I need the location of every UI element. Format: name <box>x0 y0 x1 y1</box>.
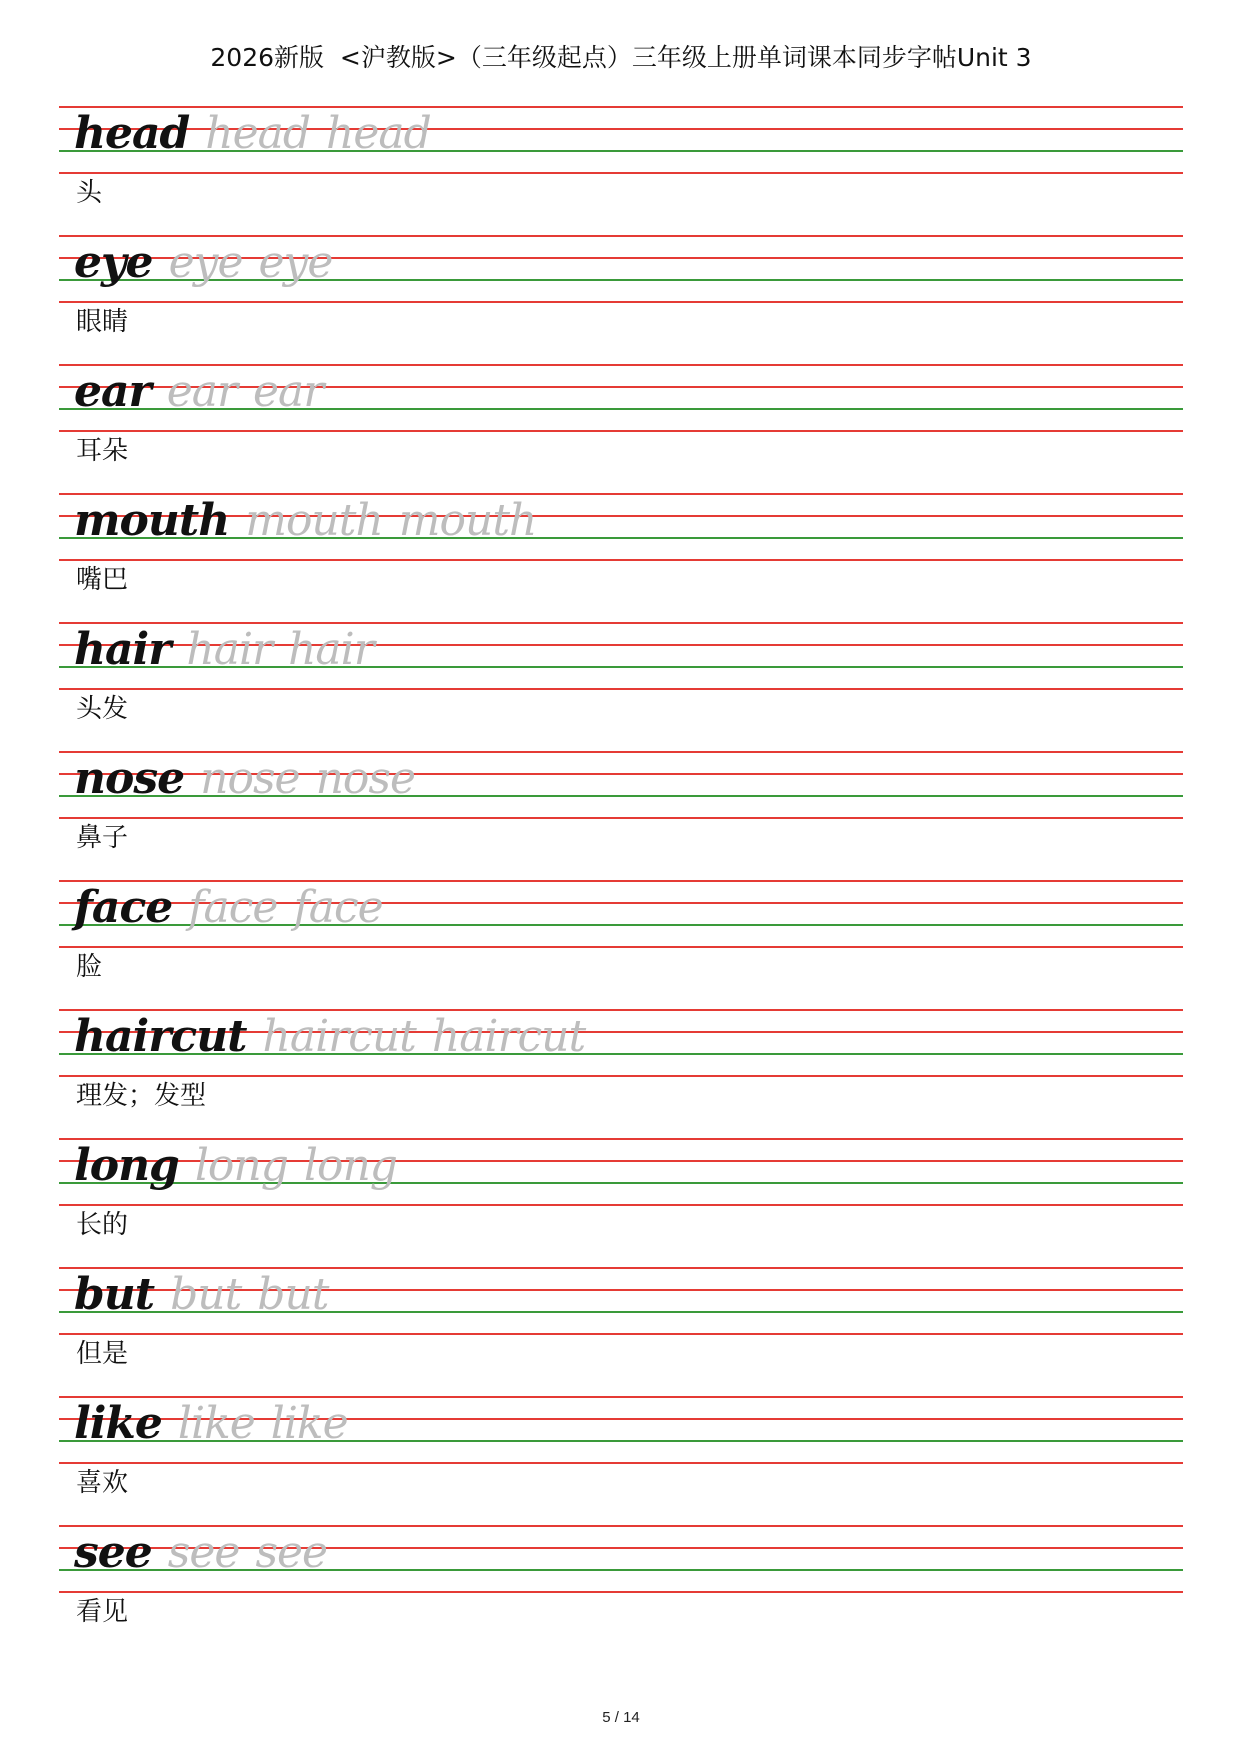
trace-word: eye <box>168 237 243 288</box>
word-meaning: 眼睛 <box>76 307 129 337</box>
trace-word: mouth <box>398 495 537 546</box>
trace-word: like <box>270 1398 348 1449</box>
model-word: mouth <box>74 495 230 546</box>
trace-word: ear <box>166 366 237 417</box>
word-group <box>74 1398 348 1449</box>
word-group <box>74 108 431 159</box>
word-group <box>74 753 416 804</box>
trace-word: but <box>170 1269 242 1320</box>
trace-word: haircut <box>262 1011 416 1062</box>
word-group <box>74 1140 397 1191</box>
model-word: haircut <box>74 1011 247 1062</box>
model-word: but <box>74 1269 155 1320</box>
word-row <box>59 1267 1183 1396</box>
word-meaning: 但是 <box>76 1339 129 1369</box>
ruled-line-red <box>59 1591 1183 1593</box>
word-row <box>59 1009 1183 1138</box>
page-number: 5 / 14 <box>602 1709 640 1726</box>
word-row <box>59 364 1183 493</box>
trace-word: head <box>326 108 431 159</box>
trace-word: long <box>303 1140 397 1191</box>
ruled-line-red <box>59 946 1183 948</box>
word-meaning: 头发 <box>76 694 129 724</box>
ruled-line-red <box>59 559 1183 561</box>
word-row <box>59 1396 1183 1525</box>
ruled-line-red <box>59 817 1183 819</box>
trace-word: face <box>293 882 383 933</box>
word-group <box>74 1011 586 1062</box>
word-group <box>74 495 537 546</box>
trace-word: eye <box>258 237 333 288</box>
word-meaning: 长的 <box>76 1210 129 1240</box>
word-row <box>59 622 1183 751</box>
ruled-line-red <box>59 1462 1183 1464</box>
trace-word: long <box>194 1140 288 1191</box>
word-row <box>59 1138 1183 1267</box>
model-word: eye <box>74 237 153 288</box>
trace-word: haircut <box>431 1011 586 1062</box>
trace-word: nose <box>200 753 300 804</box>
trace-word: face <box>188 882 278 933</box>
model-word: ear <box>74 366 151 417</box>
ruled-line-red <box>59 1204 1183 1206</box>
page-title: 2026新版 <沪教版>（三年级起点）三年级上册单词课本同步字帖Unit 3 <box>210 43 1032 72</box>
model-word: nose <box>74 753 185 804</box>
word-meaning: 鼻子 <box>76 823 129 853</box>
ruled-line-red <box>59 1333 1183 1335</box>
word-meaning: 脸 <box>76 952 103 982</box>
word-group <box>74 1269 329 1320</box>
word-group <box>74 366 324 417</box>
trace-word: hair <box>288 624 374 675</box>
word-row <box>59 880 1183 1009</box>
ruled-line-red <box>59 688 1183 690</box>
trace-word: ear <box>253 366 324 417</box>
ruled-line-red <box>59 172 1183 174</box>
ruled-line-red <box>59 301 1183 303</box>
word-meaning: 耳朵 <box>76 436 129 466</box>
word-meaning: 头 <box>76 178 103 208</box>
trace-word: head <box>205 108 311 159</box>
model-word: long <box>74 1140 179 1191</box>
word-meaning: 理发；发型 <box>76 1081 207 1111</box>
ruled-line-red <box>59 430 1183 432</box>
ruled-line-red <box>59 1075 1183 1077</box>
word-group <box>74 237 333 288</box>
word-meaning: 嘴巴 <box>76 565 129 595</box>
trace-word: nose <box>315 753 416 804</box>
word-group <box>74 624 374 675</box>
model-word: like <box>74 1398 162 1449</box>
word-row <box>59 1525 1183 1654</box>
model-word: hair <box>74 624 171 675</box>
trace-word: see <box>167 1527 240 1578</box>
word-meaning: 喜欢 <box>76 1468 129 1498</box>
trace-word: hair <box>186 624 273 675</box>
word-row <box>59 235 1183 364</box>
trace-word: mouth <box>245 495 383 546</box>
word-row <box>59 106 1183 235</box>
model-word: see <box>74 1527 152 1578</box>
word-row <box>59 751 1183 880</box>
trace-word: like <box>177 1398 255 1449</box>
word-group <box>74 882 383 933</box>
trace-word: see <box>255 1527 328 1578</box>
word-group <box>74 1527 328 1578</box>
model-word: head <box>74 108 190 159</box>
word-row <box>59 493 1183 622</box>
word-meaning: 看见 <box>76 1597 129 1627</box>
model-word: face <box>74 882 173 933</box>
trace-word: but <box>257 1269 329 1320</box>
